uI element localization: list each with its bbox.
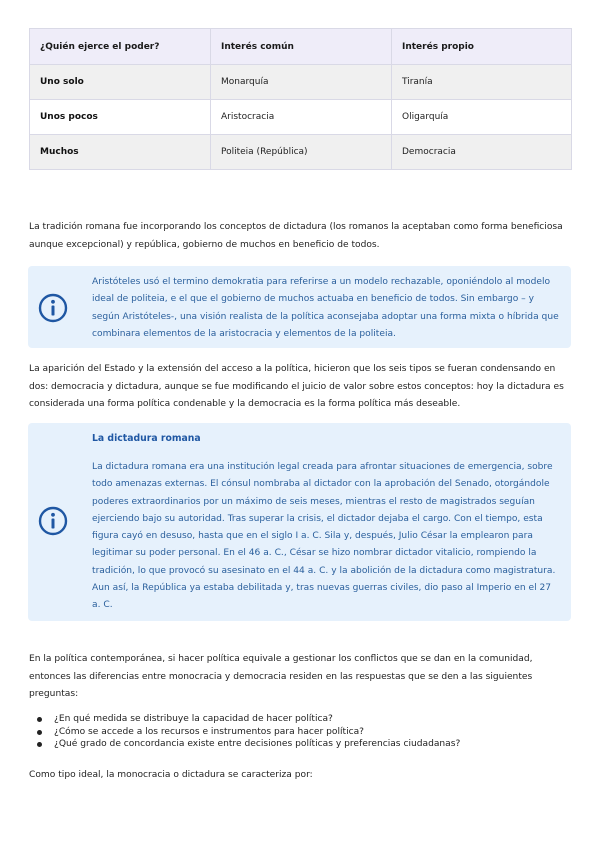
table-cell: Aristocracia [211, 100, 392, 135]
info-icon [38, 293, 68, 323]
table-cell: Politeia (República) [211, 135, 392, 170]
list-item [29, 713, 569, 726]
paragraph-ideal-type: Como tipo ideal, la monocracia o dictadura se caracteriza por: [29, 770, 313, 780]
paragraph-contemporary-politics: En la política contemporánea, si hacer política equivale a gestionar los conflictos que se dan en la comunidad, entonces las diferencias entre monocracia y democracia residen en las respuestas que se den a las siguientes preguntas: [29, 654, 533, 699]
list-item [29, 726, 569, 739]
list-item-text: ¿Cómo se accede a los recursos e instrumentos para hacer política? [54, 726, 364, 737]
callout-roman-dictatorship-text: La dictadura romana era una institución legal creada para afrontar situaciones de emergencia, sobre todo amenazas externas. El cónsul nombraba al dictador con la aprobación del Senado, otorgándole poderes extraordinarios por un máximo de seis meses, mientras el resto de magistrados seguían ejerciendo bajo su autoridad. Tras superar la crisis, el dictador dejaba el cargo. Con el tiempo, esta figura cayó en desuso, hasta que en el siglo I a. C. Sila y, después, Julio César la emplearon para legitimar su poder personal. En el 46 a. C., César se hizo nombrar dictador vitalicio, rompiendo la tradición, lo que provocó su asesinato en el 44 a. C. y la abolición de la dictadura como magistratura. Aun así, la República ya estaba debilitada y, tras nuevas guerras civiles, dio paso al Imperio en el 27 a. C. [92, 462, 556, 611]
questions-list [29, 713, 569, 751]
table-cell: Tiranía [392, 65, 572, 100]
bullet-dot [37, 730, 42, 735]
table-header-row [30, 29, 572, 65]
row-label: Unos pocos [30, 100, 211, 135]
header-own-interest: Interés propio [392, 29, 572, 65]
callout-aristotle-text: Aristóteles usó el termino demokratia para referirse a un modelo rechazable, oponiéndolo al modelo ideal de politeia, e el que el gobierno de muchos actuaba en beneficio de todos. Sin embargo – y según Aristóteles-, una visión realista de la política aconsejaba adoptar una forma mixta o híbrida que combinara elementos de la aristocracia y elementos de la politeia. [92, 277, 559, 339]
header-who-rules: ¿Quién ejerce el poder? [30, 29, 211, 65]
paragraph-state-emergence: La aparición del Estado y la extensión del acceso a la política, hicieron que los seis tipos se fueran condensando en dos: democracia y dictadura, aunque se fue modificando el juicio de valor sobre estos conceptos: hoy la dictadura es considerada una forma política condenable y la democracia es la forma política más deseable. [29, 364, 564, 409]
paragraph-roman-tradition: La tradición romana fue incorporando los conceptos de dictadura (los romanos la aceptaban como forma beneficiosa aunque excepcional) y república, gobierno de muchos en beneficio de todos. [29, 222, 563, 250]
callout-roman-dictatorship [28, 423, 571, 621]
table-cell: Oligarquía [392, 100, 572, 135]
bullet-dot [37, 717, 42, 722]
row-label: Muchos [30, 135, 211, 170]
list-item [29, 738, 569, 751]
table-row [30, 100, 572, 135]
header-common-interest: Interés común [211, 29, 392, 65]
callout-title: La dictadura romana [92, 433, 201, 444]
row-label: Uno solo [30, 65, 211, 100]
forms-of-government-table [29, 28, 572, 170]
bullet-dot [37, 742, 42, 747]
info-icon [38, 506, 68, 536]
callout-aristotle [28, 266, 571, 348]
table-row [30, 65, 572, 100]
list-item-text: ¿En qué medida se distribuye la capacidad de hacer política? [54, 714, 333, 724]
table-cell: Democracia [392, 135, 572, 170]
list-item-text: ¿Qué grado de concordancia existe entre decisiones políticas y preferencias ciudadanas? [54, 739, 461, 749]
table-row [30, 135, 572, 170]
table-cell: Monarquía [211, 65, 392, 100]
